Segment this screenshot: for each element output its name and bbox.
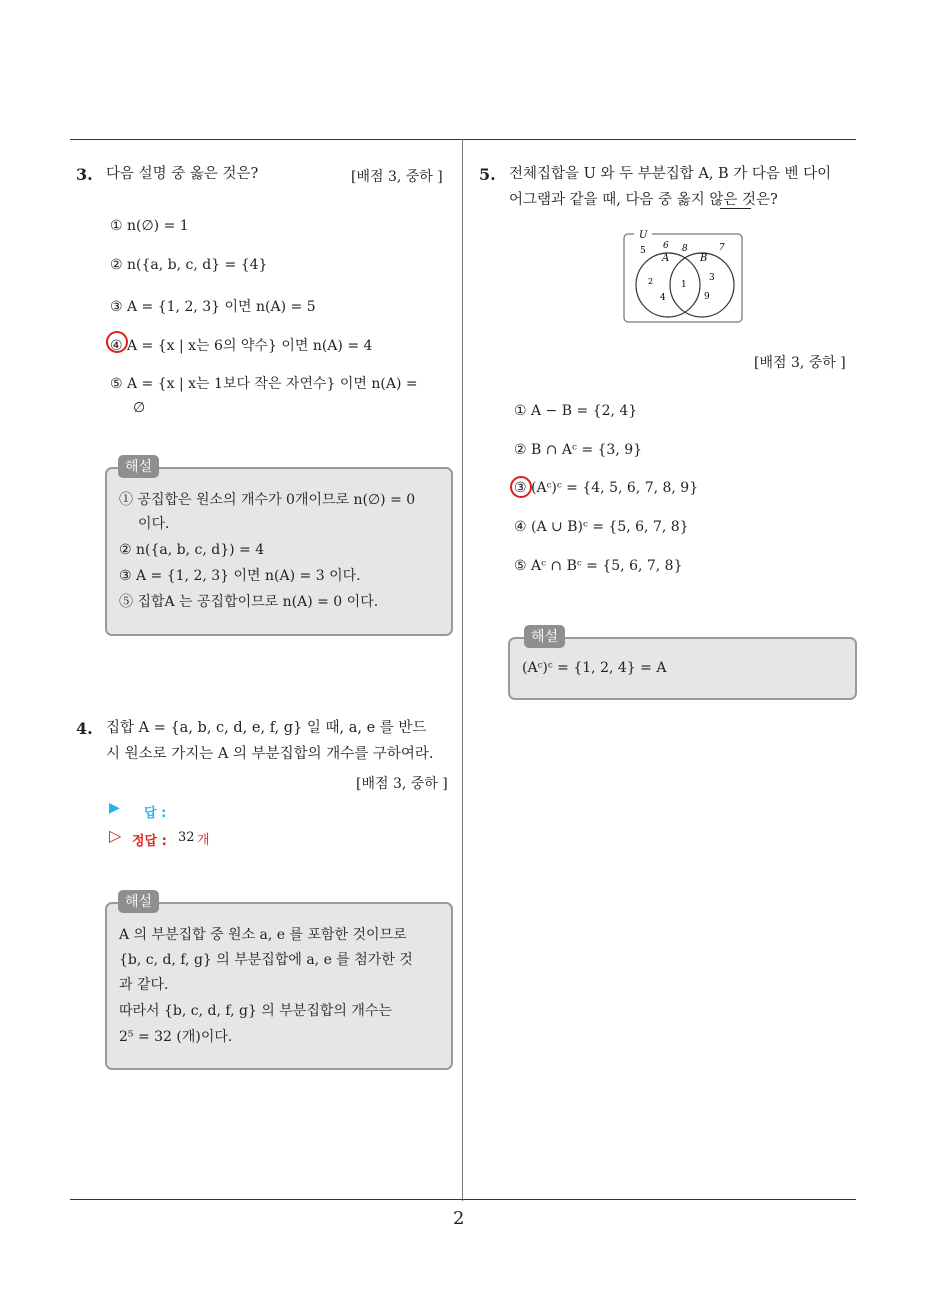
q4-text-line-1: 집합 A = {a, b, c, d, e, f, g} 일 때, a, e 를 반드: [106, 720, 427, 736]
q3-number: 3.: [76, 165, 93, 184]
q3-option-3[interactable]: ③ A = {1, 2, 3} 이면 n(A) = 5: [110, 299, 316, 315]
q3-explain-line-2: 이다.: [138, 516, 170, 532]
venn-universe-label: U: [639, 230, 648, 241]
q4-explain-line-5: 2⁵ = 32 (개)이다.: [119, 1029, 233, 1045]
q5-explanation-label: 해설: [524, 625, 565, 648]
q5-text-line-1: 전체집합을 U 와 두 부분집합 A, B 가 다음 벤 다이: [509, 166, 832, 182]
venn-a-only-2: 4: [660, 293, 666, 303]
q3-explain-line-1: ① 공집합은 원소의 개수가 0개이므로 n(∅) = 0: [119, 492, 416, 508]
venn-outside-3: 8: [682, 244, 688, 254]
q5-option-3[interactable]: ③ (Aᶜ)ᶜ = {4, 5, 6, 7, 8, 9}: [514, 480, 699, 496]
q3-option-2[interactable]: ② n({a, b, c, d} = {4}: [110, 257, 268, 273]
venn-outside-1: 5: [640, 246, 646, 256]
venn-label-a: A: [662, 253, 670, 264]
q3-explain-line-4: ③ A = {1, 2, 3} 이면 n(A) = 3 이다.: [119, 568, 361, 584]
q5-option-5[interactable]: ⑤ Aᶜ ∩ Bᶜ = {5, 6, 7, 8}: [514, 558, 683, 574]
q4-correct-value: 32: [178, 830, 195, 845]
q5-explain-line-1: (Aᶜ)ᶜ = {1, 2, 4} = A: [522, 660, 667, 676]
q3-explain-line-3: ② n({a, b, c, d}) = 4: [119, 542, 265, 558]
venn-label-b: B: [700, 253, 708, 264]
column-divider: [462, 139, 463, 1201]
q3-score: [배점 3, 중하 ]: [351, 169, 443, 185]
q4-number: 4.: [76, 719, 93, 738]
q3-text: 다음 설명 중 옳은 것은?: [106, 166, 259, 182]
q3-explain-line-5: ⑤ 집합A 는 공집합이므로 n(A) = 0 이다.: [119, 594, 379, 610]
q3-explanation-label: 해설: [118, 455, 159, 478]
q5-option-2[interactable]: ② B ∩ Aᶜ = {3, 9}: [514, 442, 643, 458]
q4-explain-line-3: 과 같다.: [119, 977, 169, 993]
venn-outside-4: 7: [719, 243, 725, 253]
q4-text-line-2: 시 원소로 가지는 A 의 부분집합의 개수를 구하여라.: [106, 746, 434, 762]
q5-score: [배점 3, 중하 ]: [754, 355, 846, 371]
q4-explanation-label: 해설: [118, 890, 159, 913]
q4-explain-line-2: {b, c, d, f, g} 의 부분집합에 a, e 를 첨가한 것: [119, 952, 413, 968]
q3-option-4[interactable]: ④ A = {x | x는 6의 약수} 이면 n(A) = 4: [110, 338, 373, 354]
q4-score: [배점 3, 중하 ]: [356, 776, 448, 792]
venn-a-only-1: 2: [648, 277, 654, 286]
page-number: 2: [453, 1208, 465, 1229]
answer-arrow-icon: ▶: [109, 800, 120, 816]
q4-correct-unit: 개: [197, 833, 210, 848]
q5-option-4[interactable]: ④ (A ∪ B)ᶜ = {5, 6, 7, 8}: [514, 519, 689, 535]
venn-diagram: [622, 228, 746, 326]
top-rule: [70, 139, 856, 140]
q5-number: 5.: [479, 165, 496, 184]
q5-option-1[interactable]: ① A − B = {2, 4}: [514, 403, 638, 419]
underline-mark: [720, 208, 751, 209]
q3-option-1[interactable]: ① n(∅) = 1: [110, 218, 189, 234]
q4-correct-label: 정답 :: [132, 834, 167, 849]
q4-answer-label: 답 :: [144, 806, 167, 821]
q3-option-5-cont: ∅: [133, 400, 146, 416]
q5-text-line-2: 어그램과 같을 때, 다음 중 옳지 않은 것은?: [509, 192, 778, 208]
venn-b-only-1: 3: [709, 273, 715, 283]
correct-arrow-icon: ▷: [109, 826, 122, 845]
venn-b-only-2: 9: [704, 292, 710, 302]
q4-explain-line-1: A 의 부분집합 중 원소 a, e 를 포함한 것이므로: [119, 927, 407, 943]
venn-outside-2: 6: [663, 241, 669, 251]
q3-option-5[interactable]: ⑤ A = {x | x는 1보다 작은 자연수} 이면 n(A) =: [110, 376, 418, 392]
venn-intersection-1: 1: [681, 280, 687, 290]
bottom-rule: [70, 1199, 856, 1200]
q4-explain-line-4: 따라서 {b, c, d, f, g} 의 부분집합의 개수는: [119, 1003, 392, 1019]
